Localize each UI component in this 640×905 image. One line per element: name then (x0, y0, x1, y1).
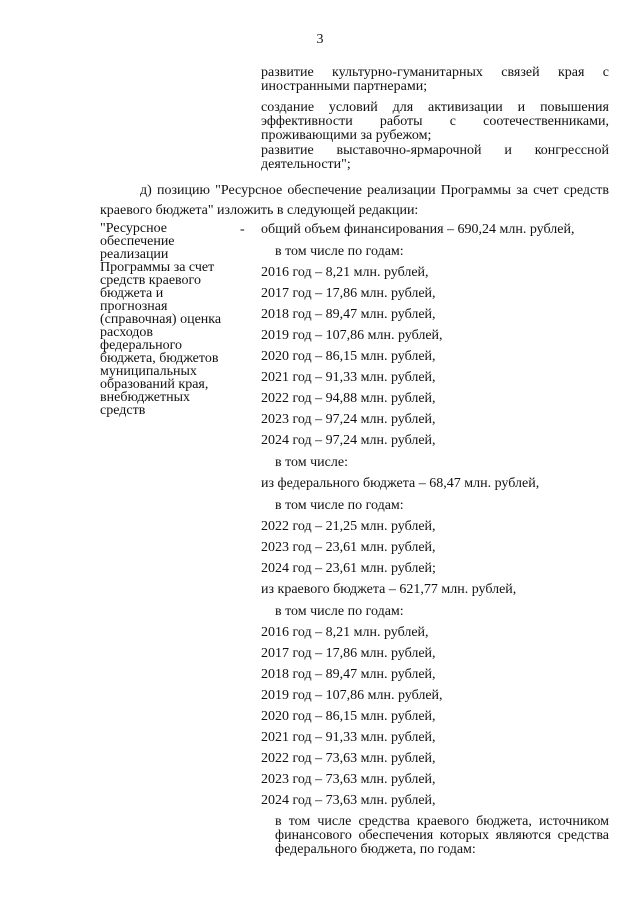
line-federal-2023: 2023 год – 23,61 млн. рублей, (261, 540, 436, 555)
line-total-2023: 2023 год – 97,24 млн. рублей, (261, 412, 436, 427)
line-federal-by-years: в том числе по годам: (275, 498, 404, 513)
line-total-2020: 2020 год – 86,15 млн. рублей, (261, 349, 436, 364)
line-regional-2023: 2023 год – 73,63 млн. рублей, (261, 772, 436, 787)
top-item-culture: развитие культурно-гуманитарных связей края с иностранными партнерами; (261, 65, 609, 94)
line-regional-2016: 2016 год – 8,21 млн. рублей, (261, 625, 429, 640)
line-by-years: в том числе по годам: (275, 244, 404, 259)
line-regional-2019: 2019 год – 107,86 млн. рублей, (261, 688, 443, 703)
line-regional-2022: 2022 год – 73,63 млн. рублей, (261, 751, 436, 766)
intro-text: д) позицию "Ресурсное обеспечение реализации Программы за счет средств краевого бюджета" изложить в следующей редакции: (100, 183, 609, 218)
line-regional-2020: 2020 год – 86,15 млн. рублей, (261, 709, 436, 724)
line-federal-2022: 2022 год – 21,25 млн. рублей, (261, 519, 436, 534)
line-regional: из краевого бюджета – 621,77 млн. рублей, (261, 582, 517, 597)
line-federal-2024: 2024 год – 23,61 млн. рублей; (261, 561, 436, 576)
line-regional-2021: 2021 год – 91,33 млн. рублей, (261, 730, 436, 745)
line-including: в том числе: (275, 455, 348, 470)
last-paragraph: в том числе средства краевого бюджета, источником финансового обеспечения которых являются средства федерального бюджета, по годам: (275, 814, 609, 857)
line-total-2016: 2016 год – 8,21 млн. рублей, (261, 265, 429, 280)
label-dash: - (240, 222, 245, 237)
line-regional-by-years: в том числе по годам: (275, 604, 404, 619)
line-total-2019: 2019 год – 107,86 млн. рублей, (261, 328, 443, 343)
top-item-exhibitions: развитие выставочно-ярмарочной и конгрессной деятельности"; (261, 143, 609, 172)
line-total-2018: 2018 год – 89,47 млн. рублей, (261, 307, 436, 322)
line-total-2024: 2024 год – 97,24 млн. рублей, (261, 433, 436, 448)
line-regional-2024: 2024 год – 73,63 млн. рублей, (261, 793, 436, 808)
resource-label: "Ресурсное обеспечение реализации Программы за счет средств краевого бюджета и прогнозная (справочная) оценка расходов федерального бюджета, бюджетов муниципальных образований края, внебюджетных средств (100, 221, 222, 418)
line-regional-2017: 2017 год – 17,86 млн. рублей, (261, 646, 436, 661)
line-regional-2018: 2018 год – 89,47 млн. рублей, (261, 667, 436, 682)
page-number: 3 (316, 32, 324, 47)
line-federal: из федерального бюджета – 68,47 млн. рублей, (261, 476, 540, 491)
line-total-2022: 2022 год – 94,88 млн. рублей, (261, 391, 436, 406)
top-item-compatriots: создание условий для активизации и повышения эффективности работы с соотечественниками, проживающими за рубежом; (261, 100, 609, 143)
line-total: общий объем финансирования – 690,24 млн. рублей, (261, 222, 575, 237)
line-total-2021: 2021 год – 91,33 млн. рублей, (261, 370, 436, 385)
line-total-2017: 2017 год – 17,86 млн. рублей, (261, 286, 436, 301)
intro-paragraph (100, 181, 609, 221)
